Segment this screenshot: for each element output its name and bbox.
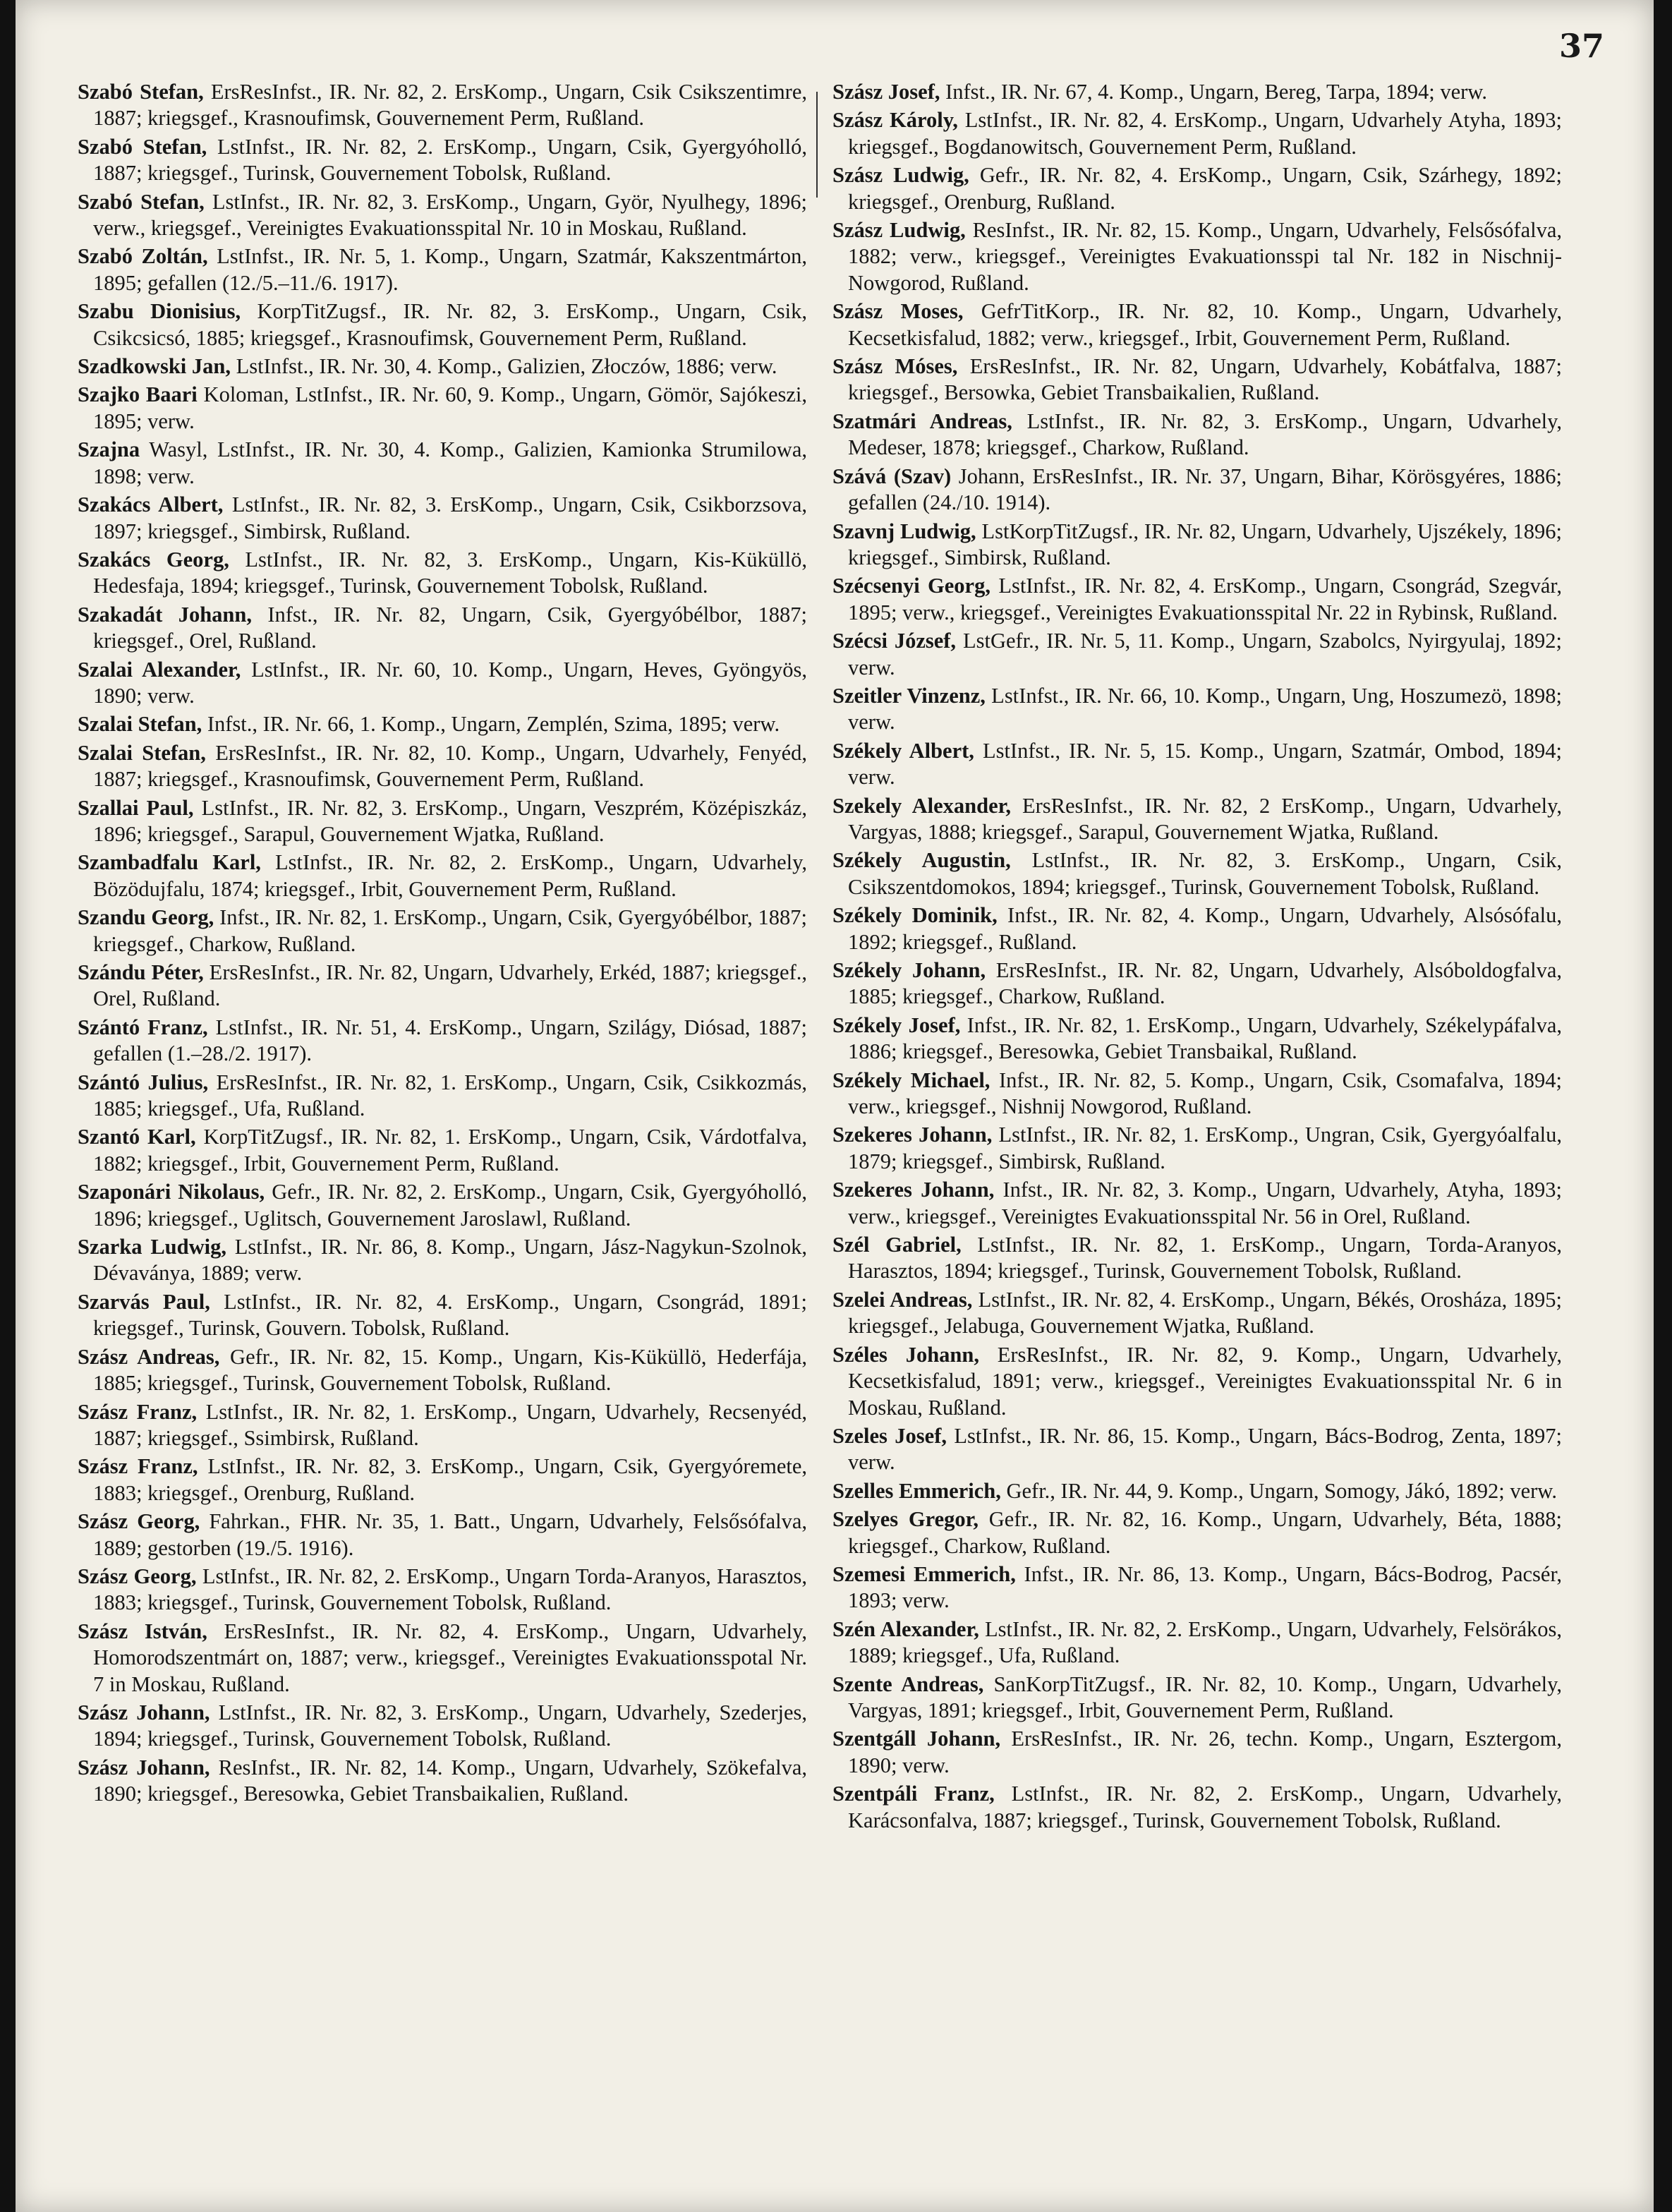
entry-details: ErsResInfst., IR. Nr. 82, 10. Komp., Ungarn, Udvarhely, Fenyéd, 1887; kriegsgef., Krasnoufimsk, Gouvernement Perm, Rußland. [93,740,807,792]
register-entry [832,902,1562,955]
register-entry [832,738,1562,791]
register-entry [78,711,807,737]
entry-name: Szarvás Paul, [78,1289,210,1314]
entry-details: Gefr., IR. Nr. 44, 9. Komp., Ungarn, Somogy, Jákó, 1892; verw. [1000,1478,1557,1503]
register-entry [832,1726,1562,1779]
register-entry [78,905,807,957]
register-entry [78,79,807,132]
entry-details: Koloman, LstInfst., IR. Nr. 60, 9. Komp., Ungarn, Gömör, Sajókeszi, 1895; verw. [93,382,807,433]
entry-details: LstInfst., IR. Nr. 82, 3. ErsKomp., Ungarn, Csik, Csikszentdomokos, 1894; kriegsgef., Turinsk, Gouvernement Tobolsk, Rußland. [848,848,1562,899]
entry-details: KorpTitZugsf., IR. Nr. 82, 1. ErsKomp., Ungarn, Csik, Várdotfalva, 1882; kriegsgef., Irbit, Gouvernement Perm, Rußland. [93,1125,807,1175]
entry-name: Szécsi József, [832,629,957,653]
entry-details: LstInfst., IR. Nr. 5, 15. Komp., Ungarn, Szatmár, Ombod, 1894; verw. [848,738,1562,790]
entry-details: LstInfst., IR. Nr. 82, 3. ErsKomp., Ungarn, Udvarhely, Medeser, 1878; kriegsgef., Charkow, Rußland. [848,409,1562,460]
register-entry [832,519,1562,572]
register-entry [832,1616,1562,1669]
register-entry [78,1509,807,1561]
register-entry [78,850,807,902]
register-entry [78,353,807,380]
entry-details: Infst., IR. Nr. 86, 13. Komp., Ungarn, Bács-Bodrog, Pacsér, 1893; verw. [848,1561,1562,1613]
register-entry [832,793,1562,846]
entry-details: LstInfst., IR. Nr. 82, 3. ErsKomp., Ungarn, Csik, Gyergyóremete, 1883; kriegsgef., Orenburg, Rußland. [93,1454,807,1505]
entry-name: Szekeres Johann, [832,1178,995,1202]
entry-name: Szajna [78,437,140,462]
entry-details: Infst., IR. Nr. 82, 4. Komp., Ungarn, Udvarhely, Alsósófalu, 1892; kriegsgef., Rußland. [848,903,1562,954]
entry-details: LstInfst., IR. Nr. 82, 2. ErsKomp., Ungarn, Csik, Gyergyóholló, 1887; kriegsgef., Turinsk, Gouvernement Tobolsk, Rußland. [93,134,808,186]
entry-name: Szavnj Ludwig, [832,519,976,543]
register-entry [832,409,1562,461]
entry-details: Gefr., IR. Nr. 82, 16. Komp., Ungarn, Udvarhely, Béta, 1888; kriegsgef., Charkow, Rußland. [848,1507,1563,1558]
entry-name: Szentgáll Johann, [832,1727,1001,1751]
entry-details: LstInfst., IR. Nr. 82, 3. ErsKomp., Ungarn, Veszprém, Középiszkáz, 1896; kriegsgef., Sarapul, Gouvernement Wjatka, Rußland. [93,795,807,846]
register-entry [832,107,1562,160]
entry-details: Gefr., IR. Nr. 82, 2. ErsKomp., Ungarn, Csik, Gyergyóholló, 1896; kriegsgef., Uglitsch, Gouvernement Jaroslawl, Rußland. [93,1180,807,1231]
register-entry [78,1015,807,1068]
entry-name: Székely Augustin, [832,848,1011,873]
entry-name: Szabó Stefan, [78,189,205,214]
entry-details: GefrTitKorp., IR. Nr. 82, 10. Komp., Ungarn, Udvarhely, Kecsetkisfalud, 1882; verw., kriegsgef., Irbit, Gouvernement Perm, Rußland. [848,299,1562,350]
entry-name: Szász Georg, [78,1509,200,1534]
register-entry [78,298,807,351]
entry-details: Infst., IR. Nr. 82, 5. Komp., Ungarn, Csik, Csomafalva, 1894; verw., kriegsgef., Nishnij Nowgorod, Rußland. [848,1068,1562,1119]
entry-name: Szántó Julius, [78,1070,209,1094]
register-entry [832,957,1562,1010]
register-entry [78,189,807,242]
entry-details: Infst., IR. Nr. 66, 1. Komp., Ungarn, Zemplén, Szima, 1895; verw. [202,712,780,737]
entry-name: Szántó Franz, [78,1015,208,1039]
register-entry [832,79,1562,105]
entry-details: LstInfst., IR. Nr. 82, 4. ErsKomp., Ungarn, Csongrád, 1891; kriegsgef., Turinsk, Gouvern. Tobolsk, Rußland. [93,1289,807,1341]
register-entry [832,1232,1562,1285]
entry-name: Szalai Alexander, [78,657,241,682]
register-entry [78,602,807,655]
register-entry [78,1700,807,1753]
entry-name: Székely Michael, [832,1068,991,1092]
entry-details: LstInfst., IR. Nr. 86, 15. Komp., Ungarn, Bács-Bodrog, Zenta, 1897; verw. [848,1423,1563,1475]
entry-details: LstInfst., IR. Nr. 82, 4. ErsKomp., Ungarn, Udvarhely Atyha, 1893; kriegsgef., Bogdanowitsch, Gouvernement Perm, Rußland. [848,108,1562,159]
entry-name: Szakács Albert, [78,492,224,517]
entry-name: Szadkowski Jan, [78,354,231,379]
register-entry [832,1506,1562,1559]
entry-details: LstInfst., IR. Nr. 66, 10. Komp., Ungarn, Ung, Hoszumezö, 1898; verw. [848,683,1562,735]
entry-details: Wasyl, LstInfst., IR. Nr. 30, 4. Komp., Galizien, Kamionka Strumilowa, 1898; verw. [93,437,807,488]
entry-details: LstInfst., IR. Nr. 82, 1. ErsKomp., Ungarn, Udvarhely, Recsenyéd, 1887; kriegsgef., Ssimbirsk, Rußland. [93,1399,807,1450]
register-entry [78,134,807,187]
entry-name: Szabu Dionisius, [78,299,241,324]
register-entry [78,1124,807,1177]
entry-name: Szász Ludwig, [832,218,966,243]
entry-name: Szentpáli Franz, [832,1782,995,1806]
column-divider [816,92,818,198]
entry-details: LstInfst., IR. Nr. 82, 2. ErsKomp., Ungarn Torda-Aranyos, Harasztos, 1883; kriegsgef., Turinsk, Gouvernement Tobolsk, Rußland. [93,1564,807,1615]
entry-details: ErsResInfst., IR. Nr. 82, 4. ErsKomp., Ungarn, Udvarhely, Homorodszentmárt on, 1887; verw., kriegsgef., Vereinigtes Evakuationsspotal Nr. 7 in Moskau, Rußland. [93,1619,807,1696]
entry-name: Szakadát Johann, [78,602,252,627]
entry-name: Szarka Ludwig, [78,1235,226,1259]
entry-name: Szeles Josef, [832,1423,947,1448]
entry-name: Szantó Karl, [78,1125,196,1149]
entry-name: Szabó Zoltán, [78,244,208,269]
entry-name: Székely Albert, [832,738,974,763]
left-column [78,79,807,1810]
entry-name: Székely Josef, [832,1013,961,1037]
entry-details: LstInfst., IR. Nr. 82, 3. ErsKomp., Ungarn, Györ, Nyulhegy, 1896; verw., kriegsgef., Vereinigtes Evakuationsspital Nr. 10 in Moskau, Rußland. [93,189,807,241]
entry-name: Széles Johann, [832,1342,979,1367]
entry-details: ErsResInfst., IR. Nr. 82, Ungarn, Udvarhely, Alsóboldogfalva, 1885; kriegsgef., Charkow, Rußland. [848,958,1563,1009]
entry-details: ErsResInfst., IR. Nr. 82, 2. ErsKomp., Ungarn, Csik Csikszentimre, 1887; kriegsgef., Krasnoufimsk, Gouvernement Perm, Rußland. [93,80,807,131]
entry-name: Szász Andreas, [78,1344,220,1369]
register-entry [832,1068,1562,1120]
entry-details: Gefr., IR. Nr. 82, 15. Komp., Ungarn, Kis-Küküllö, Hederfája, 1885; kriegsgef., Turinsk, Gouvernement Tobolsk, Rußland. [93,1344,807,1396]
entry-name: Szász Franz, [78,1399,198,1424]
register-entry [832,628,1562,681]
entry-details: LstInfst., IR. Nr. 82, 2. ErsKomp., Ungarn, Udvarhely, Karácsonfalva, 1887; kriegsgef., Turinsk, Gouvernement Tobolsk, Rußland. [848,1782,1562,1832]
register-entry [832,217,1562,296]
register-entry [78,740,807,793]
entry-name: Szandu Georg, [78,905,214,930]
entry-details: LstInfst., IR. Nr. 30, 4. Komp., Galizien, Złoczów, 1886; verw. [230,354,777,379]
register-entry [78,492,807,545]
register-entry [78,243,807,296]
register-entry [832,1561,1562,1614]
entry-name: Szász István, [78,1619,207,1643]
register-entry [832,1423,1562,1476]
entry-name: Szalai Stefan, [78,740,206,765]
entry-details: LstInfst., IR. Nr. 82, 2. ErsKomp., Ungarn, Udvarhely, Bözödujfalu, 1874; kriegsgef., Irbit, Gouvernement Perm, Rußland. [93,850,807,901]
entry-name: Szándu Péter, [78,960,204,984]
entry-details: ResInfst., IR. Nr. 82, 14. Komp., Ungarn, Udvarhely, Szökefalva, 1890; kriegsgef., Beresowka, Gebiet Transbaikalien, Rußland. [93,1755,807,1806]
entry-details: ErsResInfst., IR. Nr. 82, 9. Komp., Ungarn, Udvarhely, Kecsetkisfalud, 1891; verw., kriegsgef., Vereinigtes Evakuationsspital Nr. 6 in Moskau, Rußland. [848,1342,1562,1420]
register-entry [78,657,807,710]
register-entry [832,1781,1562,1834]
entry-details: Johann, ErsResInfst., IR. Nr. 37, Ungarn, Bihar, Körösgyéres, 1886; gefallen (24./10. 1914). [848,464,1562,515]
entry-details: SanKorpTitZugsf., IR. Nr. 82, 10. Komp., Ungarn, Udvarhely, Vargyas, 1891; kriegsgef., Irbit, Gouvernement Perm, Rußland. [848,1672,1562,1722]
entry-name: Szekeres Johann, [832,1123,993,1147]
entry-name: Szász Johann, [78,1700,210,1724]
entry-details: LstInfst., IR. Nr. 82, 3. ErsKomp., Ungarn, Csik, Csikborzsova, 1897; kriegsgef., Simbirsk, Rußland. [93,492,807,543]
register-entry [832,298,1562,351]
register-entry [832,847,1562,900]
entry-details: LstInfst., IR. Nr. 86, 8. Komp., Ungarn, Jász-Nagykun-Szolnok, Dévaványa, 1889; verw. [93,1235,807,1286]
entry-details: ErsResInfst., IR. Nr. 26, techn. Komp., Ungarn, Esztergom, 1890; verw. [848,1727,1562,1777]
entry-name: Szász Ludwig, [832,163,969,188]
register-entry [78,1289,807,1342]
entry-details: Infst., IR. Nr. 82, 1. ErsKomp., Ungarn, Csik, Gyergyóbélbor, 1887; kriegsgef., Charkow, Rußland. [93,905,807,956]
register-entry [832,1287,1562,1340]
entry-details: LstInfst., IR. Nr. 5, 1. Komp., Ungarn, Szatmár, Kakszentmárton, 1895; gefallen (12./5.–11./6. 1917). [93,244,808,295]
entry-name: Szekely Alexander, [832,793,1011,818]
register-entry [78,382,807,435]
entry-name: Szává (Szav) [832,464,952,488]
document-page [16,0,1654,2212]
entry-details: LstInfst., IR. Nr. 82, 3. ErsKomp., Ungarn, Kis-Küküllö, Hedesfaja, 1894; kriegsgef., Turinsk, Gouvernement Tobolsk, Rußland. [93,547,807,598]
entry-name: Szelles Emmerich, [832,1478,1001,1503]
entry-details: KorpTitZugsf., IR. Nr. 82, 3. ErsKomp., Ungarn, Csik, Csikcsicsó, 1885; kriegsgef., Krasnoufimsk, Gouvernement Perm, Rußland. [93,299,807,350]
register-entry [832,1177,1562,1230]
register-entry [832,573,1562,626]
entry-name: Szatmári Andreas, [832,409,1012,433]
entry-name: Szász Johann, [78,1755,210,1779]
entry-name: Székely Dominik, [832,903,998,928]
entry-name: Szász Franz, [78,1454,198,1479]
register-entry [832,1478,1562,1504]
register-entry [78,1234,807,1287]
entry-details: ErsResInfst., IR. Nr. 82, Ungarn, Udvarhely, Kobátfalva, 1887; kriegsgef., Bersowka, Gebiet Transbaikalien, Rußland. [848,354,1562,405]
register-entry [78,547,807,600]
entry-name: Szelyes Gregor, [832,1507,979,1532]
register-entry [78,437,807,490]
entry-details: Fahrkan., FHR. Nr. 35, 1. Batt., Ungarn, Udvarhely, Felsősófalva, 1889; gestorben (19./5. 1916). [93,1509,807,1560]
register-entry [78,795,807,848]
register-entry [78,1564,807,1616]
page-number: 37 [1558,27,1604,65]
entry-name: Szalai Stefan, [78,712,202,737]
register-entry [832,1672,1562,1724]
entry-details: LstInfst., IR. Nr. 82, 4. ErsKomp., Ungarn, Csongrád, Szegvár, 1895; verw., kriegsgef., Vereinigtes Evakuationsspital Nr. 22 in Rybinsk, Rußland. [848,574,1562,624]
entry-details: LstInfst., IR. Nr. 82, 2. ErsKomp., Ungarn, Udvarhely, Felsörákos, 1889; kriegsgef., Ufa, Rußland. [848,1616,1562,1668]
register-entry [832,683,1562,736]
register-entry [832,353,1562,406]
entry-name: Szente Andreas, [832,1672,984,1696]
entry-details: LstInfst., IR. Nr. 82, 4. ErsKomp., Ungarn, Békés, Orosháza, 1895; kriegsgef., Jelabuga, Gouvernement Wjatka, Rußland. [848,1287,1562,1338]
register-entry [78,1344,807,1397]
entry-name: Szász Károly, [832,108,958,133]
register-entry [832,1122,1562,1175]
entry-name: Szél Gabriel, [832,1233,962,1257]
entry-details: LstInfst., IR. Nr. 60, 10. Komp., Ungarn, Heves, Gyöngyös, 1890; verw. [93,657,807,708]
entry-details: LstInfst., IR. Nr. 82, 3. ErsKomp., Ungarn, Udvarhely, Szederjes, 1894; kriegsgef., Turinsk, Gouvernement Tobolsk, Rußland. [93,1700,807,1751]
right-column [832,79,1562,1836]
entry-name: Szeitler Vinzenz, [832,683,986,708]
register-entry [78,1453,807,1506]
entry-name: Szakács Georg, [78,547,229,572]
entry-name: Szajko Baari [78,382,198,407]
entry-details: ErsResInfst., IR. Nr. 82, Ungarn, Udvarhely, Erkéd, 1887; kriegsgef., Orel, Rußland. [93,960,807,1011]
entry-details: LstInfst., IR. Nr. 82, 1. ErsKomp., Ungarn, Torda-Aranyos, Harasztos, 1894; kriegsgef., Turinsk, Gouvernement Tobolsk, Rußland. [848,1233,1562,1283]
entry-name: Szabó Stefan, [78,134,207,159]
register-entry [78,960,807,1013]
register-entry [78,1070,807,1123]
entry-details: ErsResInfst., IR. Nr. 82, 1. ErsKomp., Ungarn, Csik, Csikkozmás, 1885; kriegsgef., Ufa, Rußland. [93,1070,807,1121]
register-entry [832,1342,1562,1421]
entry-details: Gefr., IR. Nr. 82, 4. ErsKomp., Ungarn, Csik, Szárhegy, 1892; kriegsgef., Orenburg, Rußland. [848,163,1562,214]
entry-name: Szász Josef, [832,80,940,104]
entry-details: Infst., IR. Nr. 82, 3. Komp., Ungarn, Udvarhely, Atyha, 1893; verw., kriegsgef., Vereinigtes Evakuationsspital Nr. 56 in Orel, Rußland. [848,1178,1562,1228]
entry-details: Infst., IR. Nr. 82, Ungarn, Csik, Gyergyóbélbor, 1887; kriegsgef., Orel, Rußland. [93,602,807,653]
register-entry [832,162,1562,215]
entry-details: LstInfst., IR. Nr. 82, 1. ErsKomp., Ungran, Csik, Gyergyóalfalu, 1879; kriegsgef., Simbirsk, Rußland. [848,1123,1562,1173]
entry-name: Szász Georg, [78,1564,197,1588]
entry-name: Szambadfalu Karl, [78,850,261,875]
entry-name: Székely Johann, [832,958,986,982]
register-entry [78,1179,807,1232]
entry-details: ErsResInfst., IR. Nr. 82, 2 ErsKomp., Ungarn, Udvarhely, Vargyas, 1888; kriegsgef., Sarapul, Gouvernement Wjatka, Rußland. [848,793,1562,844]
entry-details: ResInfst., IR. Nr. 82, 15. Komp., Ungarn, Udvarhely, Felsősófalva, 1882; verw., kriegsgef., Vereinigtes Evakuationsspi tal Nr. 182 in Nischnij-Nowgorod, Rußland. [848,218,1562,295]
entry-details: LstKorpTitZugsf., IR. Nr. 82, Ungarn, Udvarhely, Ujszékely, 1896; kriegsgef., Simbirsk, Rußland. [848,519,1562,569]
register-entry [78,1399,807,1452]
entry-details: LstInfst., IR. Nr. 51, 4. ErsKomp., Ungarn, Szilágy, Diósad, 1887; gefallen (1.–28./2. 1917). [93,1015,807,1066]
entry-details: Infst., IR. Nr. 67, 4. Komp., Ungarn, Bereg, Tarpa, 1894; verw. [940,80,1487,104]
entry-details: LstGefr., IR. Nr. 5, 11. Komp., Ungarn, Szabolcs, Nyirgyulaj, 1892; verw. [848,629,1562,679]
entry-name: Szaponári Nikolaus, [78,1180,265,1204]
register-entry [832,464,1562,516]
register-entry [78,1755,807,1808]
entry-name: Szabó Stefan, [78,80,204,104]
register-entry [832,1013,1562,1065]
entry-name: Szemesi Emmerich, [832,1561,1016,1586]
entry-name: Szallai Paul, [78,795,194,820]
register-entry [78,1619,807,1698]
entry-name: Szén Alexander, [832,1616,979,1641]
entry-name: Szász Moses, [832,299,964,324]
entry-name: Szécsenyi Georg, [832,574,991,598]
entry-name: Szász Móses, [832,354,958,379]
entry-details: Infst., IR. Nr. 82, 1. ErsKomp., Ungarn, Udvarhely, Székelypáfalva, 1886; kriegsgef., Beresowka, Gebiet Transbaikal, Rußland. [848,1013,1562,1064]
entry-name: Szelei Andreas, [832,1287,973,1312]
